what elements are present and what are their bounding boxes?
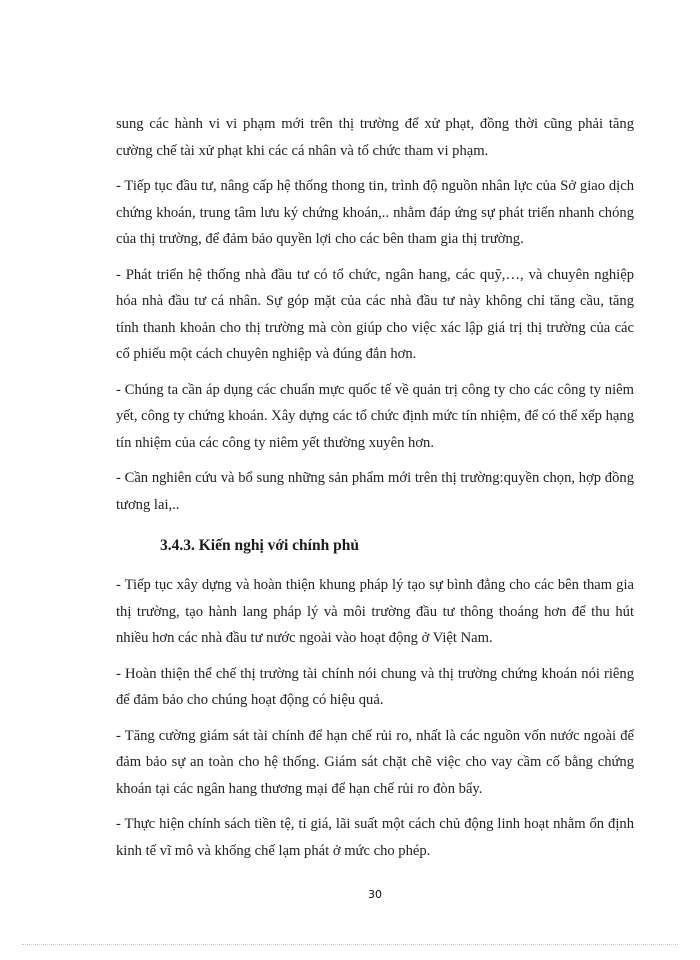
section-heading: 3.4.3. Kiến nghị với chính phủ: [160, 537, 359, 554]
paragraph-penalties: sung các hành vi vi phạm mới trên thị trường để xử phạt, đồng thời cũng phải tăng cường chế tài xử phạt khi các cá nhân và tổ chức tham vi phạm.: [116, 116, 634, 159]
paragraph-information-system: - Tiếp tục đầu tư, nâng cấp hệ thống thong tin, trình độ nguồn nhân lực của Sở giao dịch chứng khoán, trung tâm lưu ký chứng khoán,.. nhằm đáp ứng sự phát triển nhanh chóng của thị trường, để đảm bảo quyền lợi cho các bên tham gia thị trường.: [116, 178, 634, 247]
paragraph-legal-framework: - Tiếp tục xây dựng và hoàn thiện khung pháp lý tạo sự bình đẳng cho các bên tham gia thị trường, tạo hành lang pháp lý và môi trường đầu tư thông thoáng hơn để thu hút nhiều hơn các nhà đầu tư nước ngoài vào hoạt động ở Việt Nam.: [116, 577, 634, 646]
page-body: [116, 111, 634, 873]
paragraph-monetary-policy: - Thực hiện chính sách tiền tệ, tỉ giá, lãi suất một cách chủ động linh hoạt nhằm ổn định kinh tế vĩ mô và khống chế lạm phát ở mức cho phép.: [116, 816, 634, 859]
paragraph-corporate-governance: - Chúng ta cần áp dụng các chuẩn mực quốc tế về quản trị công ty cho các công ty niêm yết, công ty chứng khoán. Xây dựng các tổ chức định mức tín nhiệm, để có thể xếp hạng tín nhiệm của các công ty niêm yết thường xuyên hơn.: [116, 381, 634, 451]
paragraph-financial-supervision: - Tăng cường giám sát tài chính để hạn chế rủi ro, nhất là các nguồn vốn nước ngoài để đảm bảo sự an toàn cho hệ thống. Giám sát chặt chẽ việc cho vay cầm cố bằng chứng khoán tại các ngân hang thương mại để hạn chế rủi ro đòn bẩy.: [116, 727, 634, 797]
paragraph-institutional-investors: - Phát triển hệ thống nhà đầu tư có tổ chức, ngân hang, các quỹ,…, và chuyên nghiệp hóa nhà đầu tư cá nhân. Sự góp mặt của các nhà đầu tư này không chỉ tăng cầu, tăng tính thanh khoản cho thị trường mà còn giúp cho việc xác lập giá trị thị trường của các cổ phiếu một cách chuyên nghiệp và đúng đắn hơn.: [116, 266, 634, 362]
paragraph-new-products: - Cần nghiên cứu và bổ sung những sản phẩm mới trên thị trường:quyền chọn, hợp đồng tương lai,..: [116, 470, 634, 513]
page-bottom-divider: [22, 944, 678, 945]
page-number: 30: [368, 888, 382, 901]
paragraph-financial-market-institutions: - Hoàn thiện thể chế thị trường tài chính nói chung và thị trường chứng khoán nói riêng để đảm bảo cho chúng hoạt động có hiệu quả.: [116, 665, 634, 708]
